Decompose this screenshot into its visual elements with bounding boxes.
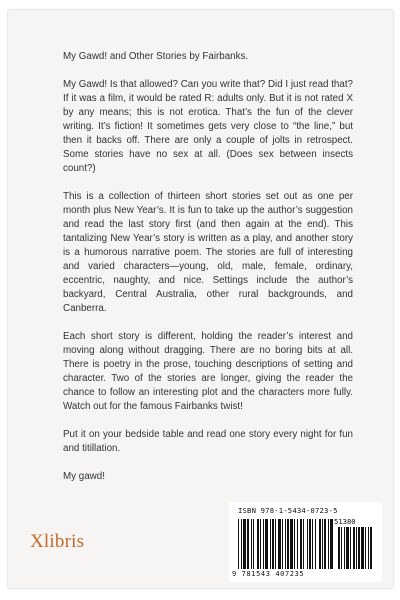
blurb-paragraph-1: My Gawd! Is that allowed? Can you write that? Did I just read that? If it was a film, it would be rated R: adults only. But it is not rated X by any means; this is not erotica. That’s the fun of the clever writing. It’s fiction! It sometimes gets very close to “the line,” but then it backs off. There are only a couple of jolts in retrospect. Some stories have no sex at all. (Does sex between insects count?) [63,79,353,174]
barcode-bars [236,515,376,571]
barcode-bar [278,519,281,569]
blurb-title-line: My Gawd! and Other Stories by Fairbanks. [63,51,249,62]
barcode-bar [241,519,242,569]
barcode-addon-bar [356,527,357,569]
barcode-bar [307,519,308,569]
barcode-addon-bar [358,527,360,569]
barcode-bar [297,519,298,569]
barcode-price-code: 51380 [334,517,356,526]
barcode-addon-bar [361,527,364,569]
barcode-bar [263,519,264,569]
barcode-bar [251,519,252,569]
barcode-addon-bar [350,527,351,569]
barcode-addon-bar [368,527,369,569]
barcode-bar [247,519,249,569]
barcode-bar [272,519,274,569]
barcode-bar [257,519,259,569]
barcode-bar [287,519,289,569]
barcode-addon-bar [346,527,349,569]
blurb-paragraph-3: Each short story is different, holding the reader’s interest and moving along without dragging. There are no boring bits at all. There is poetry in the prose, touching descriptions of setting and character. Two of the stories are longer, giving the reader the chance to follow an interesting plot and the characters more fully. Watch out for the famous Fairbanks twist! [63,331,353,412]
barcode-bar [309,519,311,569]
blurb-text [63,50,353,498]
blurb-closing-line: My gawd! [63,471,105,482]
barcode-bar [260,519,261,569]
barcode-bar [294,519,295,569]
barcode-addon-bar [365,527,366,569]
blurb-paragraph-4: Put it on your bedside table and read one story every night for fun and titillation. [63,429,353,454]
barcode-bar [270,519,271,569]
barcode-bar [275,519,276,569]
barcode-bar [324,519,326,569]
publisher-logo: Xlibris [30,531,85,552]
barcode-addon-bar [341,527,342,569]
barcode-bar [328,519,329,569]
barcode-addon-bar [344,527,345,569]
barcode-addon-bar [338,527,340,569]
barcode-bar [282,519,283,569]
barcode-digits: 9 781543 407235 [232,570,305,578]
barcode-bar [330,519,333,569]
barcode-bar [319,519,321,569]
barcode-bar [300,519,302,569]
barcode-bar [265,519,268,569]
barcode-addon-bar [353,527,355,569]
barcode-bar [290,519,293,569]
barcode-bar [315,519,316,569]
barcode-addon-bar [370,527,372,569]
isbn-label: ISBN 978-1-5434-0723-5 [238,506,338,515]
blurb-paragraph-2: This is a collection of thirteen short stories set out as one per month plus New Year’s. It is fun to take up the author’s suggestion and read the last story first (and then again at the end). This tantalizing New Year’s story is written as a play, and another story is a humorous narrative poem. The stories are full of interesting and varied characters—young, old, male, female, ordinary, eccentric, naughty, and nice. Settings include the author’s backyard, Central Australia, other rural backgrounds, and Canberra. [63,191,353,314]
isbn-barcode [229,502,382,582]
barcode-bar [303,519,304,569]
barcode-bar [312,519,313,569]
barcode-bar [243,519,246,569]
barcode-bar [238,519,239,569]
barcode-bar [322,519,323,569]
barcode-bar [253,519,254,569]
barcode-bar [285,519,286,569]
